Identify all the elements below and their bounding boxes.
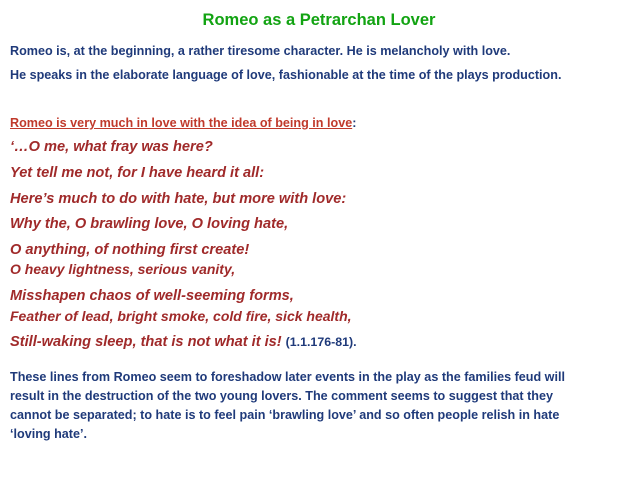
verse-line: Why the, O brawling love, O loving hate, (10, 216, 289, 232)
commentary-line: ‘loving hate’. (10, 427, 87, 441)
commentary-line: These lines from Romeo seem to foreshadow later events in the play as the families feud will (10, 370, 565, 384)
verse-line: Here’s much to do with hate, but more with love: (10, 191, 347, 207)
verse-line: ‘…O me, what fray was here? (10, 139, 213, 155)
verse-line: O anything, of nothing first create! (10, 242, 250, 258)
verse-line: Feather of lead, bright smoke, cold fire, sick health, (10, 308, 352, 324)
slide-title: Romeo as a Petrarchan Lover (202, 11, 436, 29)
verse-line-text: Still-waking sleep, that is not what it is! (10, 334, 282, 350)
verse-line-final (10, 334, 357, 350)
commentary-line: result in the destruction of the two young lovers. The comment seems to suggest that they (10, 389, 554, 403)
verse-line: Misshapen chaos of well-seeming forms, (10, 288, 294, 304)
intro-line: He speaks in the elaborate language of love, fashionable at the time of the plays production. (10, 68, 562, 82)
commentary-line: cannot be separated; to hate is to feel pain ‘brawling love’ and so often people relish in hate (10, 408, 560, 422)
verse-line: O heavy lightness, serious vanity, (10, 261, 236, 277)
verse-line: Yet tell me not, for I have heard it all: (10, 165, 265, 181)
intro-line: Romeo is, at the beginning, a rather tiresome character. He is melancholy with love. (10, 44, 511, 58)
key-idea-colon: : (352, 116, 357, 130)
citation: (1.1.176-81). (285, 335, 357, 349)
key-idea-text: Romeo is very much in love with the idea of being in love (10, 116, 353, 130)
key-idea (10, 116, 356, 130)
